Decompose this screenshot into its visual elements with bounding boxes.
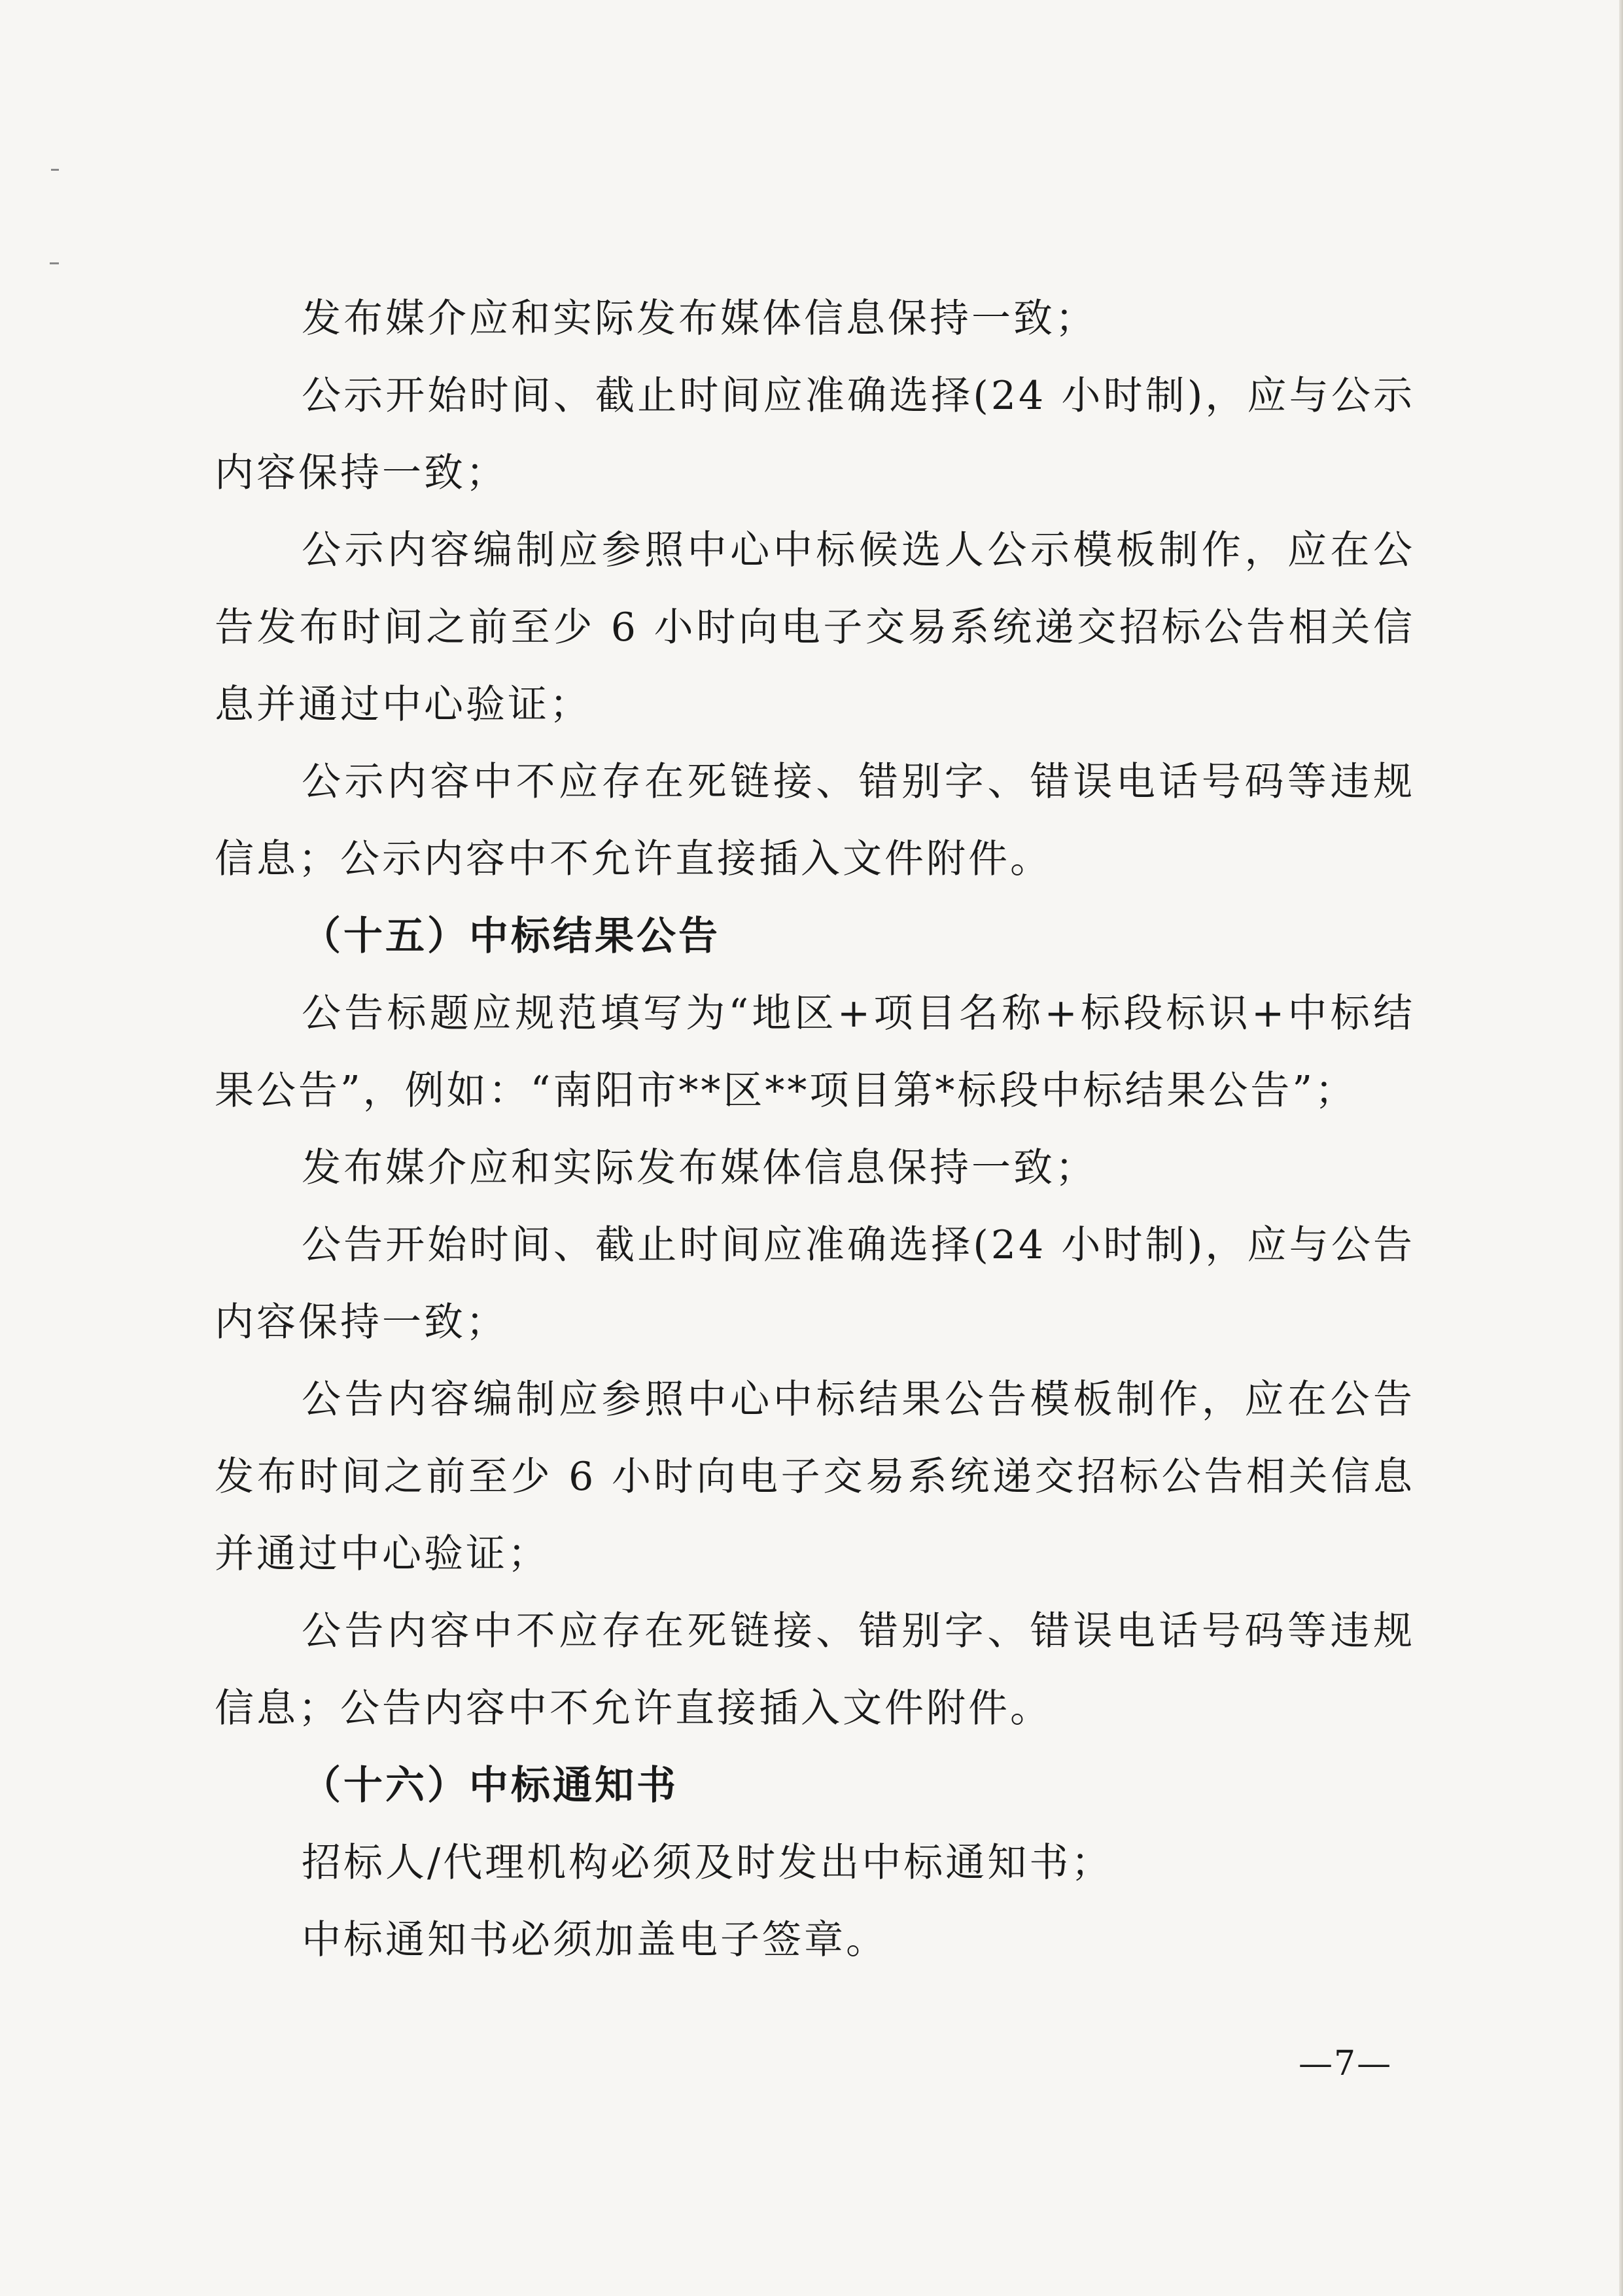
paragraph: 发布媒介应和实际发布媒体信息保持一致； [302, 296, 1097, 342]
paragraph: 公示内容中不应存在死链接、错别字、错误电话号码等违规信息；公示内容中不允许直接插入文件附件。 [215, 759, 1415, 882]
paragraph: 公告标题应规范填写为“地区+项目名称+标段标识+中标结果公告”，例如：“南阳市**区**项目第*标段中标结果公告”； [215, 991, 1415, 1114]
paragraph: 公告内容编制应参照中心中标结果公告模板制作，应在公告发布时间之前至少 6 小时向电子交易系统递交招标公告相关信息并通过中心验证； [215, 1377, 1415, 1577]
paragraph: 中标通知书必须加盖电子签章。 [302, 1917, 888, 1963]
paragraph: 公示开始时间、截止时间应准确选择(24 小时制)，应与公示内容保持一致； [215, 373, 1415, 496]
document-body [215, 280, 1415, 1979]
paragraph: 招标人/代理机构必须及时发出中标通知书； [302, 1840, 1113, 1886]
paragraph: 公告开始时间、截止时间应准确选择(24 小时制)，应与公告内容保持一致； [215, 1222, 1415, 1345]
section-heading: （十六）中标通知书 [302, 1763, 678, 1809]
paragraph: 公告内容中不应存在死链接、错别字、错误电话号码等违规信息；公告内容中不允许直接插入文件附件。 [215, 1608, 1415, 1731]
page-edge [1619, 0, 1623, 2296]
paragraph: 公示内容编制应参照中心中标候选人公示模板制作，应在公告发布时间之前至少 6 小时向电子交易系统递交招标公告相关信息并通过中心验证； [215, 527, 1415, 728]
section-heading: （十五）中标结果公告 [302, 913, 720, 959]
paragraph: 发布媒介应和实际发布媒体信息保持一致； [302, 1145, 1097, 1191]
scan-mark-top [51, 169, 59, 171]
page-number: —7— [1299, 2044, 1393, 2083]
scan-mark-bottom [50, 262, 59, 264]
